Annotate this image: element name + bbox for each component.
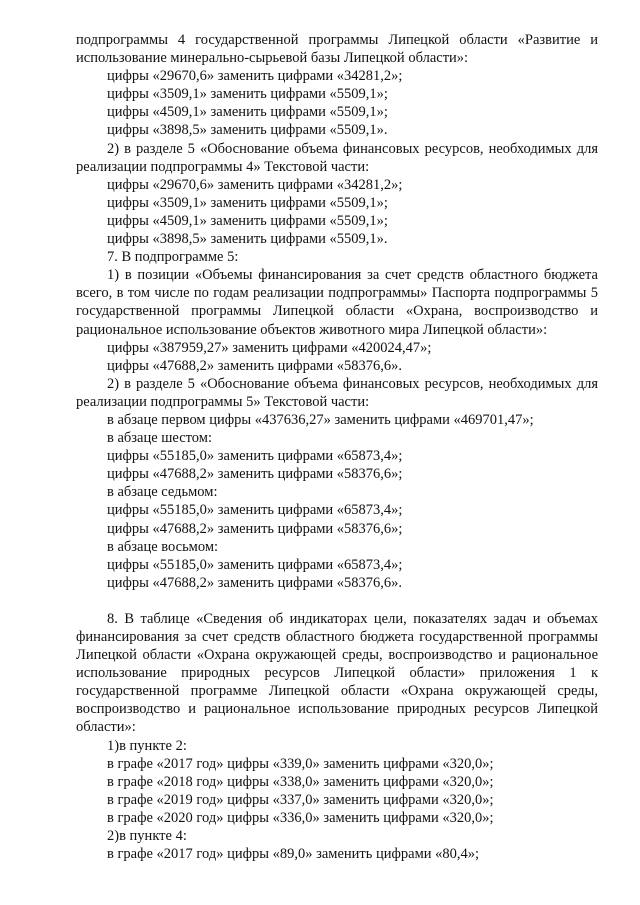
paragraph: 7. В подпрограмме 5: — [107, 249, 239, 266]
paragraph: в графе «2020 год» цифры «336,0» заменить цифрами «320,0»; — [107, 809, 494, 826]
paragraph: цифры «3509,1» заменить цифрами «5509,1»; — [107, 86, 388, 103]
paragraph: цифры «387959,27» заменить цифрами «420024,47»; — [107, 339, 432, 356]
paragraph: цифры «55185,0» заменить цифрами «65873,4»; — [107, 502, 403, 519]
paragraph: цифры «47688,2» заменить цифрами «58376,6»; — [107, 520, 403, 537]
paragraph: цифры «47688,2» заменить цифрами «58376,6». — [107, 357, 403, 374]
paragraph: в графе «2017 год» цифры «89,0» заменить цифрами «80,4»; — [107, 846, 480, 863]
paragraph: 1) в позиции «Объемы финансирования за счет средств областного бюджета всего, в том числе по годам реализации подпрограммы» Паспорта подпрограммы 5 государственной программы Липецкой области «Охрана, воспроизводство и рациональное использование объектов животного мира Липецкой области»: — [76, 267, 598, 338]
paragraph: 2) в разделе 5 «Обоснование объема финансовых ресурсов, необходимых для реализации подпрограммы 5» Текстовой части: — [76, 375, 598, 410]
paragraph: цифры «29670,6» заменить цифрами «34281,2»; — [107, 176, 403, 193]
paragraph: цифры «47688,2» заменить цифрами «58376,6». — [107, 574, 403, 591]
document-body — [76, 31, 598, 863]
paragraph: подпрограммы 4 государственной программы Липецкой области «Развитие и использование минерально-сырьевой базы Липецкой области»: — [76, 32, 598, 67]
paragraph: цифры «4509,1» заменить цифрами «5509,1»; — [107, 212, 388, 229]
paragraph-spacer — [76, 592, 598, 610]
paragraph: в абзаце шестом: — [107, 430, 212, 447]
paragraph: цифры «3509,1» заменить цифрами «5509,1»; — [107, 194, 388, 211]
paragraph: 2)в пункте 4: — [107, 828, 187, 845]
paragraph: в абзаце восьмом: — [107, 538, 219, 555]
paragraph: 8. В таблице «Сведения об индикаторах цели, показателях задач и объемах финансирования за счет средств областного бюджета государственной программы Липецкой области «Охрана окружающей среды, воспроизводство и рациональное использование природных ресурсов Липецкой области» приложения 1 к государственной программе Липецкой области «Охрана окружающей среды, воспроизводство и рациональное использование природных ресурсов Липецкой области»: — [76, 610, 598, 736]
paragraph: цифры «55185,0» заменить цифрами «65873,4»; — [107, 448, 403, 465]
paragraph: в абзаце первом цифры «437636,27» заменить цифрами «469701,47»; — [107, 411, 534, 428]
paragraph: 2) в разделе 5 «Обоснование объема финансовых ресурсов, необходимых для реализации подпрограммы 4» Текстовой части: — [76, 140, 598, 175]
paragraph: цифры «47688,2» заменить цифрами «58376,6»; — [107, 466, 403, 483]
paragraph: цифры «55185,0» заменить цифрами «65873,4»; — [107, 556, 403, 573]
paragraph: в абзаце седьмом: — [107, 484, 218, 501]
paragraph: в графе «2019 год» цифры «337,0» заменить цифрами «320,0»; — [107, 791, 494, 808]
paragraph: цифры «4509,1» заменить цифрами «5509,1»; — [107, 104, 388, 121]
paragraph: цифры «3898,5» заменить цифрами «5509,1». — [107, 231, 388, 248]
paragraph: цифры «3898,5» заменить цифрами «5509,1». — [107, 122, 388, 139]
paragraph: 1)в пункте 2: — [107, 737, 187, 754]
paragraph: в графе «2018 год» цифры «338,0» заменить цифрами «320,0»; — [107, 773, 494, 790]
paragraph: в графе «2017 год» цифры «339,0» заменить цифрами «320,0»; — [107, 755, 494, 772]
paragraph: цифры «29670,6» заменить цифрами «34281,2»; — [107, 68, 403, 85]
